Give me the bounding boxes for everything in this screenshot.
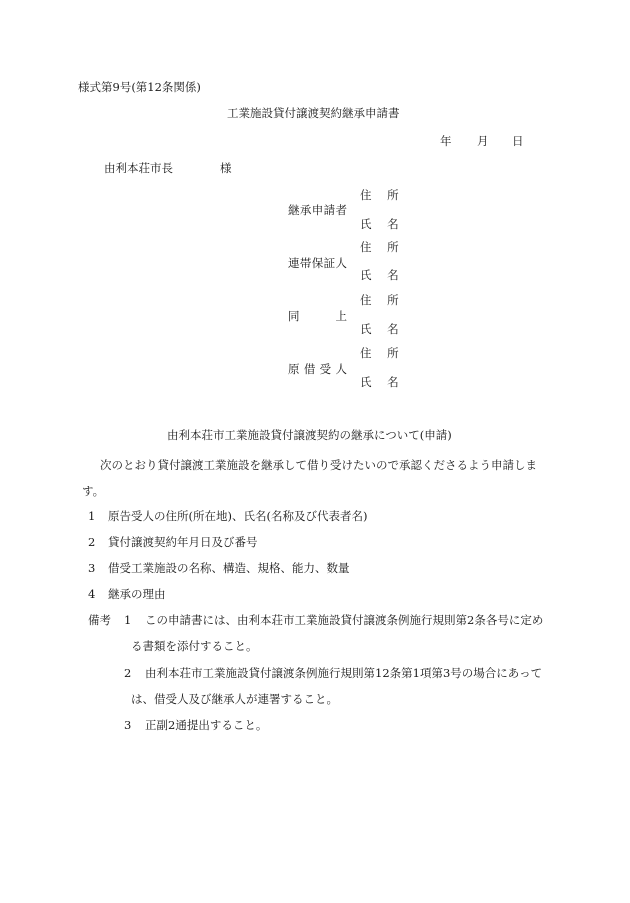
- address-label: 住 所: [360, 346, 405, 360]
- note-number: 2: [124, 666, 132, 680]
- date-month: 月: [477, 134, 489, 148]
- applicant-role: 原借受人: [288, 362, 347, 376]
- note-text-line-2: は、借受人及び継承人が連署すること。: [131, 692, 338, 706]
- name-label: 氏 名: [360, 268, 405, 282]
- addressee-name: 由利本荘市長: [104, 161, 173, 175]
- applicant-role: 同 上: [288, 309, 347, 323]
- item-number: 1: [88, 509, 96, 523]
- item-number: 2: [88, 535, 96, 549]
- item-text: 原告受人の住所(所在地)、氏名(名称及び代表者名): [108, 509, 368, 523]
- intro-line-1: 次のとおり貸付譲渡工業施設を継承して借り受けたいので承認くださるよう申請しま: [100, 458, 537, 472]
- item-text: 貸付譲渡契約年月日及び番号: [108, 535, 258, 549]
- applicant-role: 継承申請者: [288, 203, 347, 217]
- item-number: 4: [88, 587, 96, 601]
- date-year: 年: [440, 134, 452, 148]
- intro-line-2: す。: [82, 484, 105, 498]
- list-item: [88, 537, 95, 549]
- address-label: 住 所: [360, 293, 405, 307]
- name-label: 氏 名: [360, 217, 405, 231]
- address-label: 住 所: [360, 188, 405, 202]
- note-text-line-2: る書類を添付すること。: [131, 639, 258, 653]
- name-label: 氏 名: [360, 375, 405, 389]
- addressee-honorific: 様: [220, 161, 232, 175]
- list-item: [88, 589, 95, 601]
- applicant-role: 連帯保証人: [288, 256, 347, 270]
- address-label: 住 所: [360, 240, 405, 254]
- item-text: 借受工業施設の名称、構造、規格、能力、数量: [108, 561, 350, 575]
- note-text-line-1: 正副2通提出すること。: [145, 718, 268, 732]
- note-text-line-1: 由利本荘市工業施設貸付譲渡条例施行規則第12条第1項第3号の場合にあって: [145, 666, 543, 680]
- notes-label: 備考: [88, 613, 111, 627]
- page-title: 工業施設貸付譲渡契約継承申請書: [227, 106, 400, 120]
- subject-line: 由利本荘市工業施設貸付譲渡契約の継承について(申請): [167, 428, 452, 442]
- note-text-line-1: この申請書には、由利本荘市工業施設貸付譲渡条例施行規則第2条各号に定め: [145, 613, 544, 627]
- item-number: 3: [88, 561, 96, 575]
- form-number: 様式第9号(第12条関係): [78, 80, 201, 94]
- note-number: 3: [124, 718, 132, 732]
- item-text: 継承の理由: [108, 587, 166, 601]
- list-item: [88, 511, 95, 523]
- list-item: [88, 563, 95, 575]
- note-number: 1: [124, 613, 132, 627]
- date-day: 日: [512, 134, 524, 148]
- name-label: 氏 名: [360, 322, 405, 336]
